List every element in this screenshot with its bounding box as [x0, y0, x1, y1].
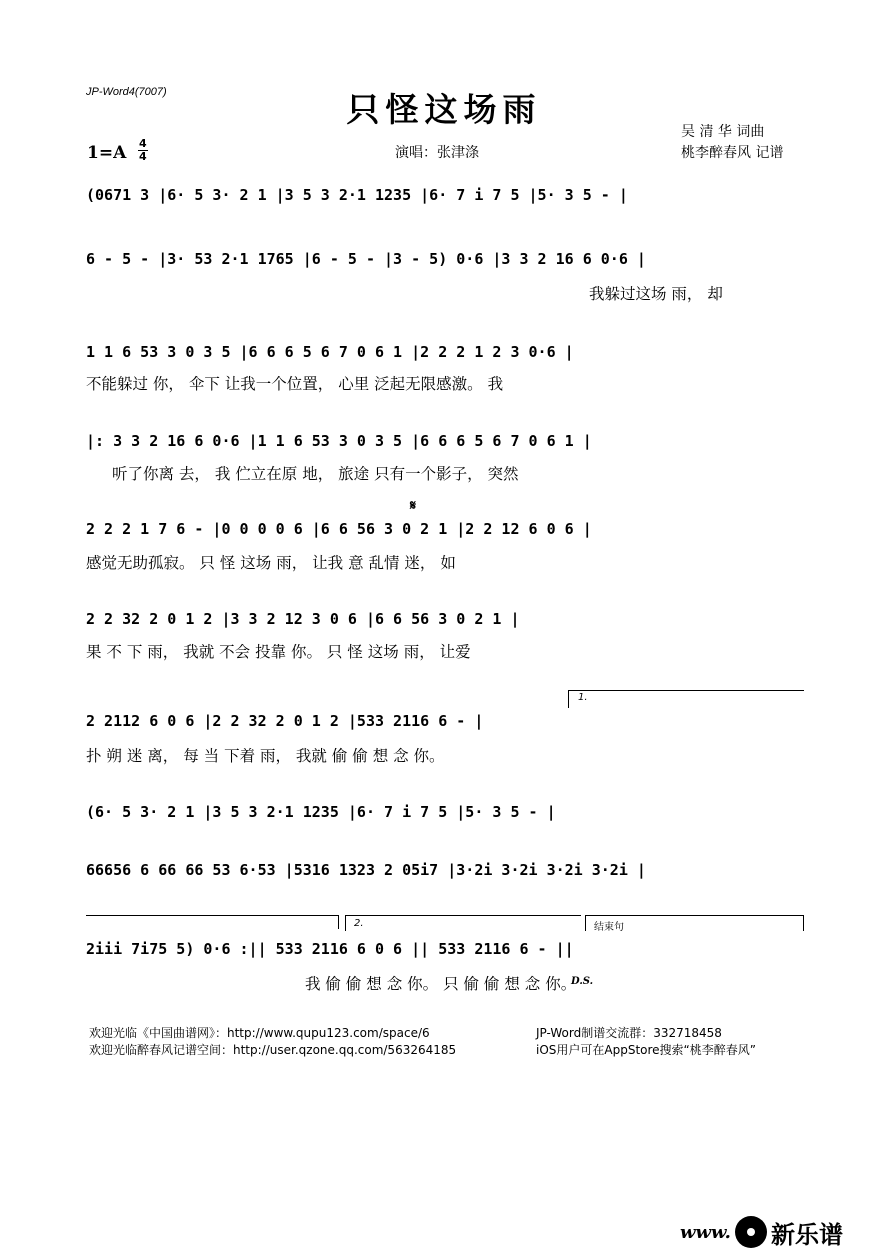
score-line-4: |: 3 3 2 16 6 0·6 |1 1 6 53 3 0 3 5 |6 6 6 5 6 7 0 6 1 |	[86, 432, 592, 450]
volta-1-bracket-left	[568, 690, 569, 708]
volta-1-continuation	[86, 915, 338, 916]
footer-ios: iOS用户可在AppStore搜索“桃李醉春风”	[536, 1043, 756, 1057]
lyrics-line-6: 果 不 下 雨， 我就 不会 投靠 你。 只 怪 这场 雨， 让爱	[86, 643, 471, 661]
segno-sign: 𝄋	[410, 498, 417, 514]
ending-bracket-left	[585, 915, 586, 931]
site-watermark	[680, 1212, 843, 1252]
time-signature	[138, 138, 148, 163]
volta-1-continuation-end	[338, 915, 339, 929]
ending-label: 结束句	[594, 922, 624, 933]
song-title: 只怪这场雨	[346, 90, 542, 129]
volta-2-bracket-left	[345, 915, 346, 931]
score-line-1: (0671 3 |6· 5 3· 2 1 |3 5 3 2·1 1235 |6· 7 i 7 5 |5· 3 5 - |	[86, 186, 628, 204]
score-line-8: (6· 5 3· 2 1 |3 5 3 2·1 1235 |6· 7 i 7 5 |5· 3 5 - |	[86, 803, 556, 821]
vinyl-disc-icon	[735, 1216, 767, 1248]
lyrics-line-2: 我躲过这场 雨， 却	[589, 285, 723, 303]
watermark-prefix: www.	[680, 1221, 731, 1243]
ending-bracket	[585, 915, 803, 916]
score-line-10: 2iii 7i75 5) 0·6 :|| 533 2116 6 0 6 || 533 2116 6 - ||	[86, 940, 574, 958]
score-line-2: 6 - 5 - |3· 53 2·1 1765 |6 - 5 - |3 - 5) 0·6 |3 3 2 16 6 0·6 |	[86, 250, 646, 268]
volta-2-label: 2.	[354, 918, 364, 929]
watermark-brand: 新乐谱	[770, 1220, 843, 1249]
lyrics-line-7: 扑 朔 迷 离， 每 当 下着 雨， 我就 偷 偷 想 念 你。	[86, 747, 445, 765]
score-line-9: 66656 6 66 66 53 6·53 |5316 1323 2 05i7 |3·2i 3·2i 3·2i 3·2i |	[86, 861, 646, 879]
footer-qzone: 欢迎光临醉春风记谱空间：http://user.qzone.qq.com/563264185	[89, 1043, 457, 1057]
lyrics-line-10: 我 偷 偷 想 念 你。 只 偷 偷 想 念 你。	[305, 975, 577, 993]
ds-marking: D.S.	[571, 976, 594, 987]
score-line-5: 2 2 2 1 7 6 - |0 0 0 0 6 |6 6 56 3 0 2 1 |2 2 12 6 0 6 |	[86, 520, 592, 538]
lyrics-line-5: 感觉无助孤寂。 只 怪 这场 雨， 让我 意 乱情 迷， 如	[86, 554, 456, 572]
lyrics-line-3: 不能躲过 你， 伞下 让我一个位置， 心里 泛起无限感激。 我	[86, 375, 504, 393]
score-line-7: 2 2112 6 0 6 |2 2 32 2 0 1 2 |533 2116 6 - |	[86, 712, 484, 730]
score-line-3: 1 1 6 53 3 0 3 5 |6 6 6 5 6 7 0 6 1 |2 2 2 1 2 3 0·6 |	[86, 343, 574, 361]
time-signature-top: 4	[139, 137, 147, 150]
score-line-6: 2 2 32 2 0 1 2 |3 3 2 12 3 0 6 |6 6 56 3 0 2 1 |	[86, 610, 520, 628]
lyricist-credit: 吴 清 华 词曲	[681, 124, 765, 140]
key-signature: 1=A	[87, 143, 127, 163]
transcriber-credit: 桃李醉春风 记谱	[681, 145, 784, 161]
footer-website: 欢迎光临《中国曲谱网》：http://www.qupu123.com/space/6	[89, 1026, 430, 1040]
footer-group: JP-Word制谱交流群：332718458	[536, 1026, 722, 1040]
time-signature-bottom: 4	[139, 150, 147, 163]
volta-1-bracket	[568, 690, 804, 691]
software-label: JP-Word4(7007)	[86, 86, 167, 98]
volta-2-bracket	[345, 915, 581, 916]
ending-bracket-right	[803, 915, 804, 931]
singer-credit: 演唱：张津涤	[395, 145, 479, 161]
lyrics-line-4: 听了你离 去， 我 伫立在原 地， 旅途 只有一个影子， 突然	[112, 465, 519, 483]
volta-1-label: 1.	[578, 692, 588, 703]
